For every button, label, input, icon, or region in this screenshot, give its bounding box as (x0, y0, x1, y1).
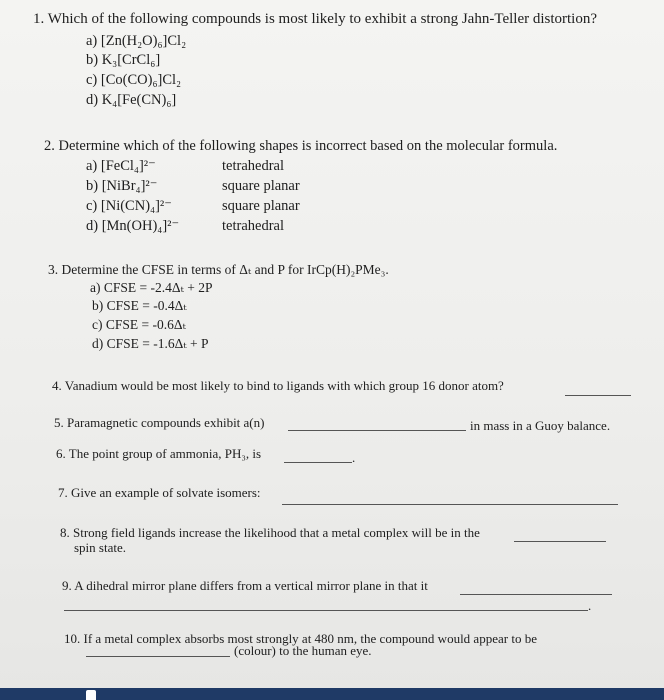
question-5-text: 5. Paramagnetic compounds exhibit a(n) (54, 415, 265, 430)
question-3-option-a: a) CFSE = -2.4Δₜ + 2P (90, 280, 213, 295)
question-3-option-c: c) CFSE = -0.6Δₜ (92, 317, 186, 332)
question-2-option-c-formula: c) [Ni(CN)₄]²⁻ (86, 198, 172, 214)
question-10-text-line-1: 10. If a metal complex absorbs most strongly at 480 nm, the compound would appear to be (64, 631, 537, 646)
question-2-option-a-shape: tetrahedral (222, 158, 284, 174)
question-2-option-a-formula: a) [FeCl₄]²⁻ (86, 158, 156, 174)
question-9-text: 9. A dihedral mirror plane differs from a vertical mirror plane in that it (62, 578, 428, 593)
question-6-text: 6. The point group of ammonia, PH₃, is (56, 446, 262, 461)
question-2-option-d-formula: d) [Mn(OH)₄]²⁻ (86, 218, 180, 234)
question-2-stem: 2. Determine which of the following shapes is incorrect based on the molecular formula. (44, 138, 558, 154)
question-7-answer-blank[interactable] (282, 504, 618, 505)
question-1-option-a: a) [Zn(H₂O)₆]Cl₂ (86, 33, 187, 49)
question-4-answer-blank[interactable] (565, 395, 631, 396)
question-1-option-d: d) K₄[Fe(CN)₆] (86, 92, 177, 108)
question-1-option-c: c) [Co(CO)₆]Cl₂ (86, 72, 182, 88)
question-9-period: . (588, 598, 592, 613)
question-6-period: . (352, 450, 356, 465)
question-4-text: 4. Vanadium would be most likely to bind to ligands with which group 16 donor atom? (52, 378, 504, 393)
question-2-option-b-formula: b) [NiBr₄]²⁻ (86, 178, 158, 194)
question-6-answer-blank[interactable] (284, 462, 352, 463)
question-2-option-d-shape: tetrahedral (222, 218, 284, 234)
question-8-text-line-1: 8. Strong field ligands increase the likelihood that a metal complex will be in the (60, 525, 480, 540)
question-3-stem: 3. Determine the CFSE in terms of Δₜ and P for IrCp(H)₂PMe₃. (48, 262, 389, 277)
question-1-stem: 1. Which of the following compounds is most likely to exhibit a strong Jahn-Teller distortion? (33, 11, 598, 27)
question-8-answer-blank[interactable] (514, 541, 606, 542)
question-3-option-b: b) CFSE = -0.4Δₜ (92, 298, 187, 313)
question-1-option-b: b) K₃[CrCl₆] (86, 52, 161, 68)
bottom-toolbar-strip (0, 688, 664, 700)
question-5-trailing-text: in mass in a Guoy balance. (470, 418, 611, 433)
question-2-option-b-shape: square planar (222, 178, 300, 194)
question-5-answer-blank[interactable] (288, 430, 466, 431)
question-8-text-line-2: spin state. (74, 540, 126, 555)
question-9-answer-blank-line-1[interactable] (460, 594, 612, 595)
question-2-option-c-shape: square planar (222, 198, 300, 214)
toolbar-tab-icon (86, 690, 96, 700)
question-9-answer-blank-line-2[interactable] (64, 610, 588, 611)
question-7-text: 7. Give an example of solvate isomers: (58, 485, 261, 500)
question-10-text-line-2: (colour) to the human eye. (234, 643, 372, 658)
question-3-option-d: d) CFSE = -1.6Δₜ + P (92, 336, 209, 351)
question-10-answer-blank[interactable] (86, 656, 230, 657)
